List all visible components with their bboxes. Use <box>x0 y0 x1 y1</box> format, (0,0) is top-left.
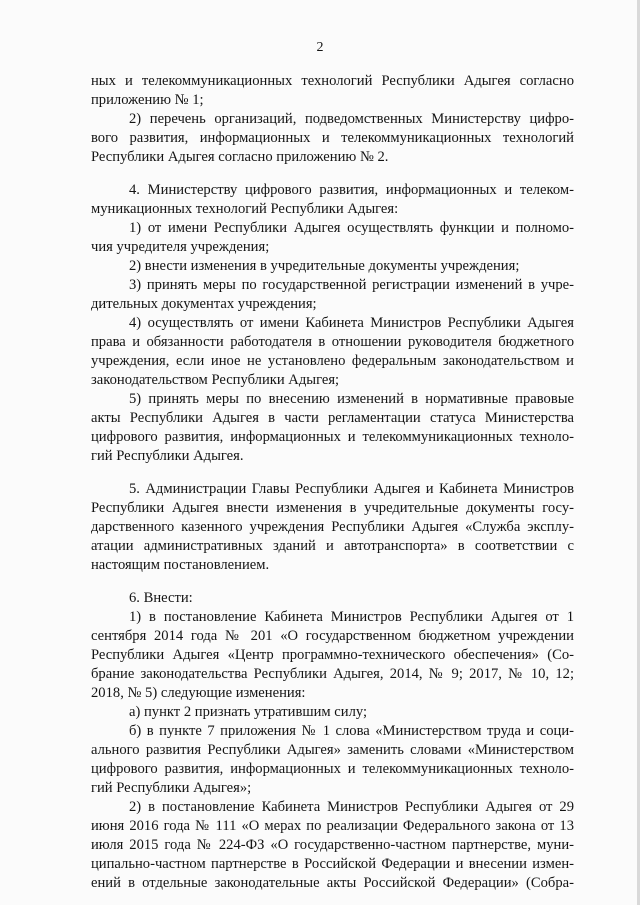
text-line: атации административных зданий и автотранспорта» в соответствии с <box>91 538 574 554</box>
text-line: цифрового развития, информационных и телекоммуникационных техноло- <box>91 429 574 445</box>
text-line: муникационных технологий Республики Адыгея: <box>91 201 399 217</box>
text-line: 1) в постановление Кабинета Министров Республики Адыгея от 1 <box>129 609 574 625</box>
text-line: дарственного казенного учреждения Республики Адыгея «Служба эксплу- <box>91 519 574 535</box>
page-number: 2 <box>316 40 324 55</box>
text-line: вого развития, информационных и телекоммуникационных технологий <box>91 130 574 146</box>
text-line: приложению № 1; <box>91 92 204 108</box>
text-line: 4) осуществлять от имени Кабинета Министров Республики Адыгея <box>129 315 574 331</box>
text-line: цифрового развития, информационных и телекоммуникационных техноло- <box>91 761 574 777</box>
text-line: чия учредителя учреждения; <box>91 239 270 255</box>
text-line: 2) внести изменения в учредительные документы учреждения; <box>129 258 520 274</box>
text-line: законодательством Республики Адыгея; <box>91 372 340 388</box>
text-line: июня 2016 года № 111 «О мерах по реализации Федерального закона от 13 <box>91 818 574 834</box>
text-line: Республики Адыгея внести изменения в учредительные документы госу- <box>91 500 574 516</box>
text-line: 2018, № 5) следующие изменения: <box>91 685 306 701</box>
text-line: Республики Адыгея «Центр программно-технического обеспечения» (Со- <box>91 647 574 663</box>
text-line: б) в пункте 7 приложения № 1 слова «Министерством труда и соци- <box>129 723 574 739</box>
text-line: 4. Министерству цифрового развития, информационных и телеком- <box>129 182 574 198</box>
text-line: 1) от имени Республики Адыгея осуществлять функции и полномо- <box>129 220 574 236</box>
text-line: ального развития Республики Адыгея» заменить словами «Министерством <box>91 742 574 758</box>
text-line: брание законодательства Республики Адыгея, 2014, № 9; 2017, № 10, 12; <box>91 666 574 682</box>
text-line: июля 2015 года № 224-ФЗ «О государственно-частном партнерстве, муни- <box>91 837 574 853</box>
text-line: Республики Адыгея согласно приложению № 2. <box>91 149 389 165</box>
text-line: учреждения, если иное не установлено федеральным законодательством и <box>91 353 574 369</box>
text-line: а) пункт 2 признать утратившим силу; <box>129 704 368 720</box>
text-line: настоящим постановлением. <box>91 557 270 573</box>
text-line: ных и телекоммуникационных технологий Республики Адыгея согласно <box>91 73 574 89</box>
text-line: ений в отдельные законодательные акты Российской Федерации» (Собра- <box>91 875 574 891</box>
text-line: ципально-частном партнерстве в Российской Федерации и внесении измен- <box>91 856 574 872</box>
text-line: 3) принять меры по государственной регистрации изменений в учре- <box>129 277 574 293</box>
text-line: 2) перечень организаций, подведомственных Министерству цифро- <box>129 111 574 127</box>
text-line: гий Республики Адыгея. <box>91 448 244 464</box>
text-line: дительных документах учреждения; <box>91 296 317 312</box>
text-line: 5) принять меры по внесению изменений в нормативные правовые <box>129 391 574 407</box>
text-line: гий Республики Адыгея»; <box>91 780 252 796</box>
text-line: акты Республики Адыгея в части регламентации статуса Министерства <box>91 410 574 426</box>
text-line: сентября 2014 года № 201 «О государственном бюджетном учреждении <box>91 628 574 644</box>
text-line: 2) в постановление Кабинета Министров Республики Адыгея от 29 <box>129 799 574 815</box>
text-line: 6. Внести: <box>129 590 193 606</box>
text-line: 5. Администрации Главы Республики Адыгея и Кабинета Министров <box>129 481 574 497</box>
text-line: права и обязанности работодателя в отношении руководителя бюджетного <box>91 334 574 350</box>
